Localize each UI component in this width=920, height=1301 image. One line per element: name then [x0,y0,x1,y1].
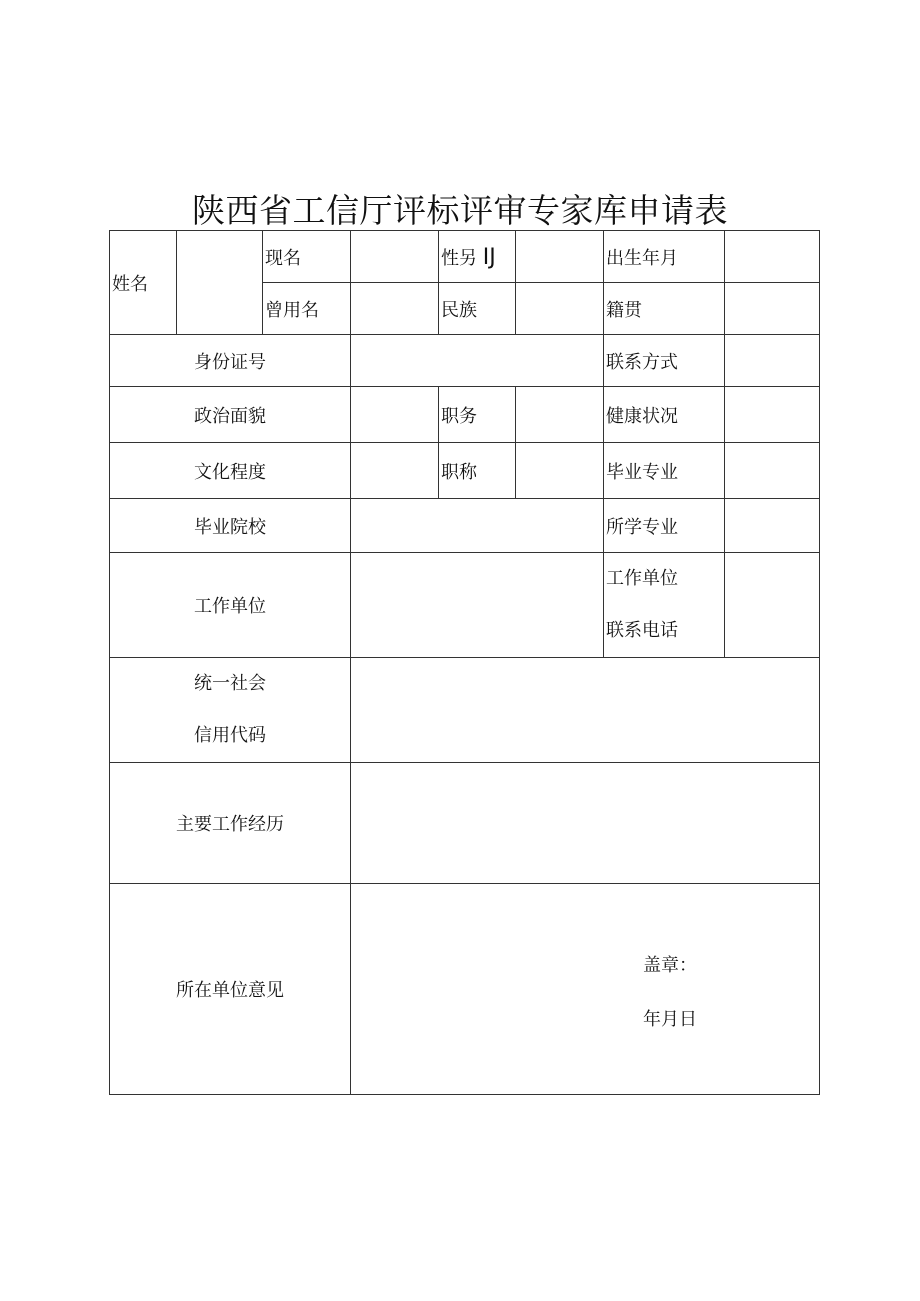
gender-label-text: 性另 [441,247,477,269]
credit-code-label-line1: 统一社会 [194,673,266,694]
native-place-label: 籍贯 [604,283,725,335]
education-label: 文化程度 [110,443,351,499]
id-number-label: 身份证号 [110,335,351,387]
birth-field[interactable] [725,231,820,283]
work-history-label: 主要工作经历 [110,763,351,884]
position-field[interactable] [516,387,604,443]
education-field[interactable] [351,443,439,499]
credit-code-label-line2: 信用代码 [194,725,266,746]
ethnicity-label: 民族 [439,283,516,335]
birth-label: 出生年月 [604,231,725,283]
unit-phone-label [604,553,725,658]
work-history-field[interactable] [351,763,820,884]
grad-school-field[interactable] [351,499,604,553]
gender-field[interactable] [516,231,604,283]
seal-label: 盖章： [643,954,697,976]
credit-code-field[interactable] [351,658,820,763]
position-label: 职务 [439,387,516,443]
studied-major-field[interactable] [725,499,820,553]
credit-code-label [110,658,351,763]
unit-phone-label-line2: 联系电话 [606,620,678,641]
ethnicity-field[interactable] [516,283,604,335]
unit-opinion-field[interactable] [351,884,820,1095]
native-place-field[interactable] [725,283,820,335]
title-rank-label: 职称 [439,443,516,499]
health-field[interactable] [725,387,820,443]
former-name-label: 曾用名 [263,283,351,335]
application-form-table [109,230,820,1095]
contact-label: 联系方式 [604,335,725,387]
gender-label [439,231,516,283]
grad-major-field[interactable] [725,443,820,499]
unit-phone-field[interactable] [725,553,820,658]
unit-phone-label-line1: 工作单位 [606,568,678,589]
photo-cell[interactable] [177,231,263,335]
id-number-field[interactable] [351,335,604,387]
political-status-field[interactable] [351,387,439,443]
former-name-field[interactable] [351,283,439,335]
title-rank-field[interactable] [516,443,604,499]
work-unit-field[interactable] [351,553,604,658]
current-name-label: 现名 [263,231,351,283]
studied-major-label: 所学专业 [604,499,725,553]
grad-school-label: 毕业院校 [110,499,351,553]
name-label: 姓名 [110,231,177,335]
grad-major-label: 毕业专业 [604,443,725,499]
date-label: 年月日 [643,1008,697,1030]
unit-opinion-label: 所在单位意见 [110,884,351,1095]
work-unit-label: 工作单位 [110,553,351,658]
gender-label-glyph: IJ [482,244,496,270]
current-name-field[interactable] [351,231,439,283]
page-title: 陕西省工信厅评标评审专家库申请表 [192,191,728,230]
contact-field[interactable] [725,335,820,387]
political-status-label: 政治面貌 [110,387,351,443]
health-label: 健康状况 [604,387,725,443]
